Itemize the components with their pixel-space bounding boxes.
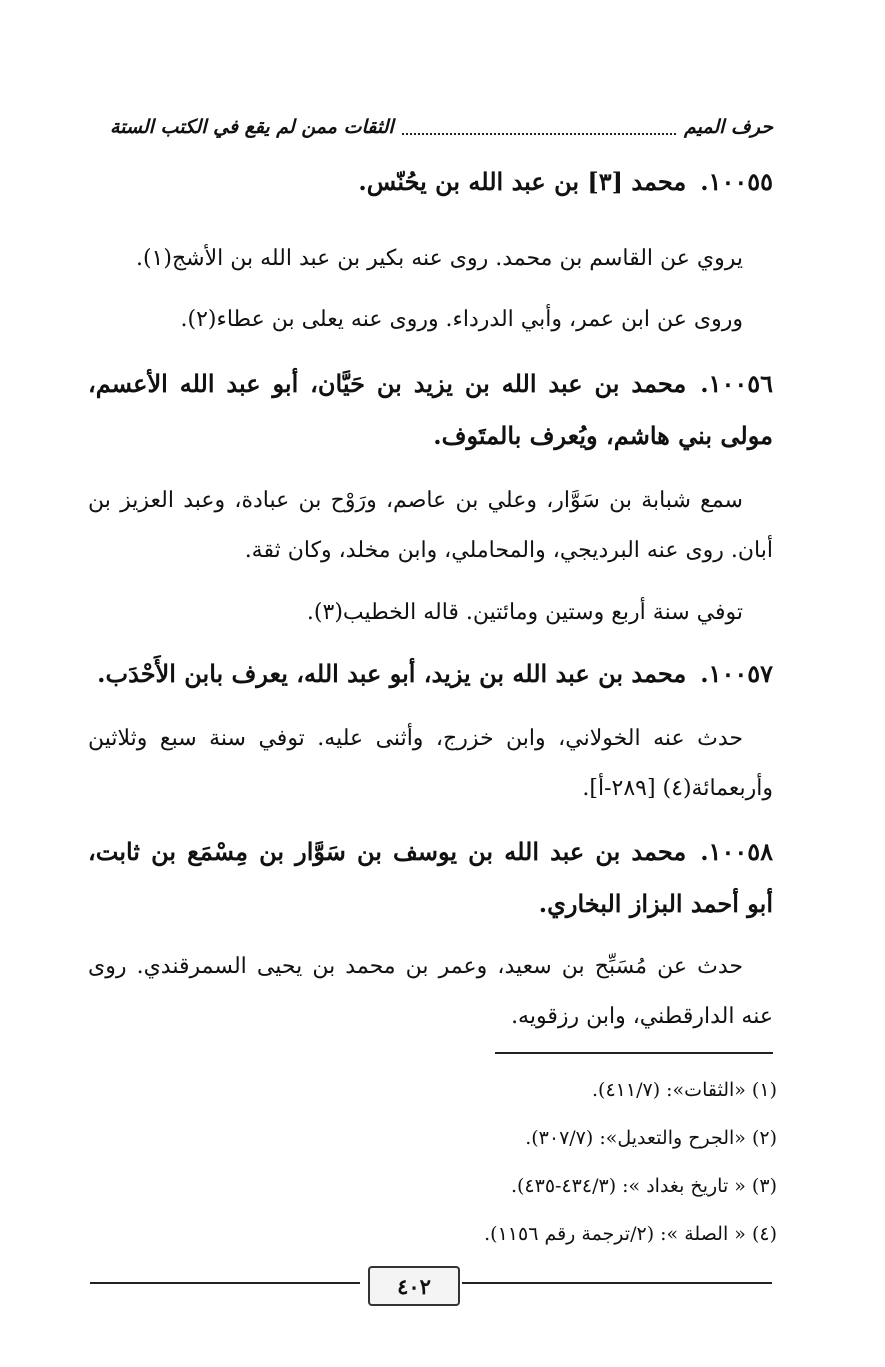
paragraph: يروي عن القاسم بن محمد. روى عنه بكير بن عبد الله بن الأشج(١). (135, 246, 743, 271)
paragraph: حدث عنه الخولاني، وابن خزرج، وأثنى عليه. توفي سنة سبع وثلاثين وأربعمائة(٤) [٢٨٩-أ]. (88, 726, 773, 801)
footnote: (٢) «الجرح والتعديل»: (٣٠٧/٧). (525, 1127, 777, 1149)
entry-10057-body (88, 714, 773, 814)
running-head (110, 112, 773, 142)
entry-10056-body (88, 476, 773, 576)
entry-title: محمد بن عبد الله بن يوسف بن سَوَّار بن مِسْمَع بن ثابت، أبو أحمد البزاز البخاري. (88, 837, 773, 918)
entry-number: ١٠٠٥٥. (700, 167, 773, 196)
entry-title: محمد بن عبد الله بن يزيد بن حَيَّان، أبو عبد الله الأعسم، مولى بني هاشم، ويُعرف بالمتَوف. (88, 369, 773, 450)
paragraph: حدث عن مُسَبِّح بن سعيد، وعمر بن محمد بن يحيى السمرقندي. روى عنه الدارقطني، وابن رزقويه. (88, 954, 773, 1029)
footnote: (١) «الثقات»: (٤١١/٧). (592, 1079, 777, 1101)
paragraph: توفي سنة أربع وستين ومائتين. قاله الخطيب(٣). (306, 600, 743, 625)
entry-heading (88, 826, 773, 930)
entry-10058 (88, 826, 773, 930)
footnotes (200, 1066, 777, 1258)
entry-10055-body-2 (88, 295, 773, 345)
paragraph: سمع شبابة بن سَوَّار، وعلي بن عاصم، ورَوْح بن عبادة، وعبد العزيز بن أبان. روى عنه البرديجي، والمحاملي، وابن مخلد، وكان ثقة. (88, 488, 773, 563)
paragraph: وروى عن ابن عمر، وأبي الدرداء. وروى عنه يعلى بن عطاء(٢). (180, 307, 743, 332)
entry-number: ١٠٠٥٦. (700, 369, 773, 398)
entry-title: محمد بن عبد الله بن يزيد، أبو عبد الله، يعرف بابن الأَحْدَب. (97, 659, 687, 688)
entry-10056-body-2 (88, 588, 773, 638)
entry-10057 (88, 648, 773, 700)
entry-10055-body (88, 234, 773, 284)
entry-10055 (88, 156, 773, 208)
entry-10058-body (88, 942, 773, 1042)
footnote-separator (495, 1052, 773, 1054)
entry-number: ١٠٠٥٧. (700, 659, 773, 688)
running-head-title: الثقات ممن لم يقع في الكتب الستة (110, 116, 394, 138)
entry-heading (88, 648, 773, 700)
entry-heading (88, 358, 773, 462)
footer-rule-right (462, 1282, 772, 1284)
entry-10056 (88, 358, 773, 462)
footer-rule-left (90, 1282, 360, 1284)
page-number: ٤٠٢ (368, 1266, 460, 1306)
footnote: (٣) « تاريخ بغداد »: (٤٣٤/٣-٤٣٥). (510, 1175, 777, 1197)
running-head-dots (402, 119, 676, 135)
footnote: (٤) « الصلة »: (٢/ترجمة رقم ١١٥٦). (484, 1223, 777, 1245)
entry-title: محمد [٣] بن عبد الله بن يحُنّس. (358, 167, 687, 196)
entry-heading (88, 156, 773, 208)
running-head-section: حرف الميم (684, 116, 773, 138)
entry-number: ١٠٠٥٨. (700, 837, 773, 866)
